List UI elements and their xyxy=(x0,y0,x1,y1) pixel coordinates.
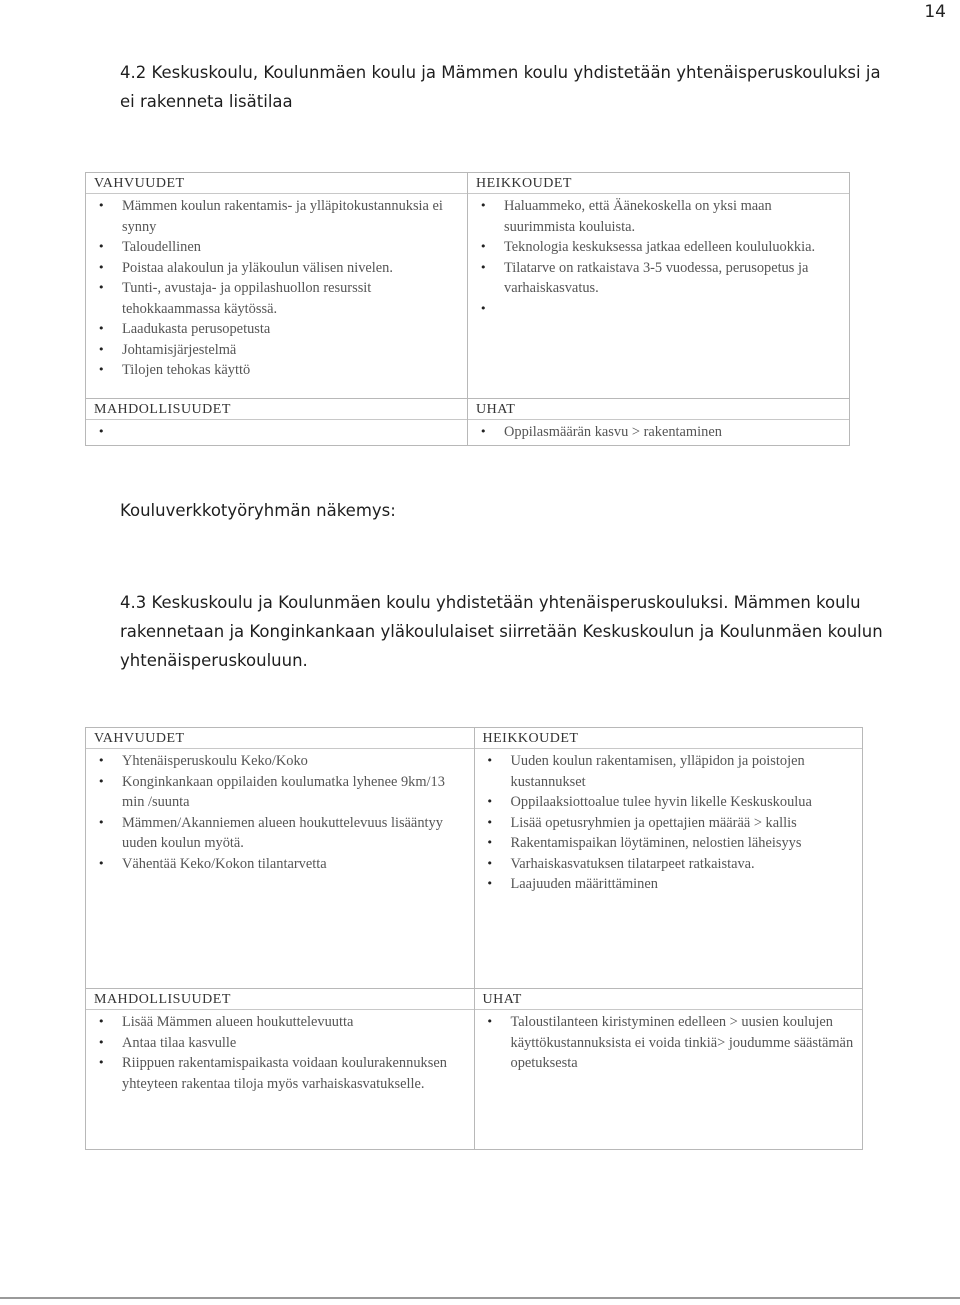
strengths-list xyxy=(86,194,467,383)
list-item: • Teknologia keskuksessa jatkaa edelleen koululuokkia. xyxy=(504,237,845,258)
weaknesses-cell xyxy=(474,728,863,989)
threats-list xyxy=(475,1010,863,1076)
list-item: • Laadukasta perusopetusta xyxy=(122,319,463,340)
section-heading-4-2: 4.2 Keskuskoulu, Koulunmäen koulu ja Mämmen koulu yhdistetään yhtenäisperuskouluksi ja ei rakenneta lisätilaa xyxy=(120,63,881,111)
list-item: • Varhaiskasvatuksen tilatarpeet ratkaistava. xyxy=(511,854,859,875)
list-item: • Tilojen tehokas käyttö xyxy=(122,360,463,381)
list-item: • Konginkankaan oppilaiden koulumatka lyhenee 9km/13 min /suunta xyxy=(122,772,470,813)
list-item: • Lisää Mämmen alueen houkuttelevuutta xyxy=(122,1012,470,1033)
threats-header: UHAT xyxy=(475,989,863,1010)
list-item: • Uuden koulun rakentamisen, ylläpidon ja poistojen kustannukset xyxy=(511,751,859,792)
swot-row-top xyxy=(86,728,863,989)
threats-list xyxy=(468,420,849,445)
list-item: • Taloustilanteen kiristyminen edelleen > uusien koulujen käyttökustannuksista ei voida tinkiä> joudumme säästämän opetuksesta xyxy=(511,1012,859,1074)
swot-table-4-3 xyxy=(85,727,863,1150)
weaknesses-list xyxy=(468,194,849,321)
list-item: • Poistaa alakoulun ja yläkoulun välisen nivelen. xyxy=(122,258,463,279)
threats-header: UHAT xyxy=(468,399,849,420)
opportunities-header: MAHDOLLISUUDET xyxy=(86,399,467,420)
opportunities-list xyxy=(86,1010,474,1096)
list-item: • Laajuuden määrittäminen xyxy=(511,874,859,895)
weaknesses-header: HEIKKOUDET xyxy=(475,728,863,749)
strengths-cell xyxy=(86,728,475,989)
list-item: • Oppilaaksiottoalue tulee hyvin likelle Keskuskoulua xyxy=(511,792,859,813)
swot-table-4-2 xyxy=(85,172,850,446)
list-item: • Riippuen rakentamispaikasta voidaan koulurakennuksen yhteyteen rakentaa tiloja myös varhaiskasvatukselle. xyxy=(122,1053,470,1094)
swot-row-top xyxy=(86,173,850,399)
list-item: • Antaa tilaa kasvulle xyxy=(122,1033,470,1054)
opportunities-list xyxy=(86,420,467,444)
swot-row-bottom xyxy=(86,399,850,446)
list-item: • Taloudellinen xyxy=(122,237,463,258)
section-heading-4-3: 4.3 Keskuskoulu ja Koulunmäen koulu yhdistetään yhtenäisperuskouluksi. Mämmen koulu rakennetaan ja Konginkankaan yläkoululaiset siirretään Keskuskoulun ja Koulunmäen koulun yhtenäisperuskouluun. xyxy=(120,593,883,670)
threats-cell xyxy=(468,399,850,446)
opportunities-cell xyxy=(86,399,468,446)
page-bottom-rule xyxy=(0,1297,960,1299)
strengths-cell xyxy=(86,173,468,399)
weaknesses-cell xyxy=(468,173,850,399)
strengths-header: VAHVUUDET xyxy=(86,173,467,194)
opportunities-cell xyxy=(86,989,475,1150)
list-item: • Oppilasmäärän kasvu > rakentaminen xyxy=(504,422,845,443)
list-item xyxy=(122,422,463,442)
list-item: • Johtamisjärjestelmä xyxy=(122,340,463,361)
threats-cell xyxy=(474,989,863,1150)
list-item: • Haluammeko, että Äänekoskella on yksi maan suurimmista kouluista. xyxy=(504,196,845,237)
working-group-view-label: Kouluverkkotyöryhmän näkemys: xyxy=(120,501,396,520)
list-item: • Tunti-, avustaja- ja oppilashuollon resurssit tehokkaammassa käytössä. xyxy=(122,278,463,319)
weaknesses-list xyxy=(475,749,863,897)
weaknesses-header: HEIKKOUDET xyxy=(468,173,849,194)
swot-row-bottom xyxy=(86,989,863,1150)
strengths-header: VAHVUUDET xyxy=(86,728,474,749)
list-item: • Mämmen koulun rakentamis- ja ylläpitokustannuksia ei synny xyxy=(122,196,463,237)
list-item: • Yhtenäisperuskoulu Keko/Koko xyxy=(122,751,470,772)
list-item xyxy=(504,299,845,319)
strengths-list xyxy=(86,749,474,876)
list-item: • Mämmen/Akanniemen alueen houkuttelevuus lisääntyy uuden koulun myötä. xyxy=(122,813,470,854)
list-item: • Vähentää Keko/Kokon tilantarvetta xyxy=(122,854,470,875)
list-item: • Lisää opetusryhmien ja opettajien määrää > kallis xyxy=(511,813,859,834)
page-number: 14 xyxy=(924,2,946,22)
opportunities-header: MAHDOLLISUUDET xyxy=(86,989,474,1010)
list-item: • Tilatarve on ratkaistava 3-5 vuodessa, perusopetus ja varhaiskasvatus. xyxy=(504,258,845,299)
list-item: • Rakentamispaikan löytäminen, nelostien läheisyys xyxy=(511,833,859,854)
